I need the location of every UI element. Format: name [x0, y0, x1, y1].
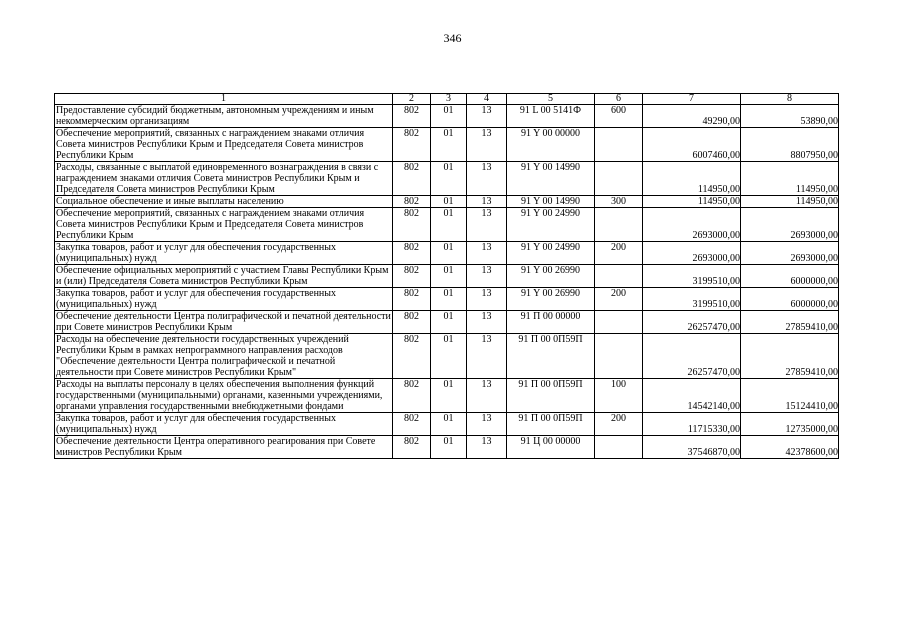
target-article-cell: 91 L 00 5141Ф [507, 105, 595, 128]
expense-name-cell: Закупка товаров, работ и услуг для обеспечения государственных (муниципальных) нужд [55, 413, 393, 436]
ministry-code-cell: 802 [393, 334, 431, 379]
amount-cell: 14542140,00 [643, 379, 741, 413]
expense-type-cell [595, 162, 643, 196]
table-row [55, 162, 839, 196]
table-row [55, 105, 839, 128]
ministry-code-cell: 802 [393, 379, 431, 413]
ministry-code-cell: 802 [393, 265, 431, 288]
column-header: 8 [741, 94, 839, 105]
column-header: 5 [507, 94, 595, 105]
amount-cell: 2693000,00 [643, 242, 741, 265]
subsection-code-cell: 13 [467, 196, 507, 208]
amount-cell: 42378600,00 [741, 436, 839, 459]
table-row [55, 334, 839, 379]
expense-name-cell: Обеспечение мероприятий, связанных с награждением знаками отличия Совета министров Республики Крым и Председателя Совета министров Республики Крым [55, 208, 393, 242]
amount-cell: 12735000,00 [741, 413, 839, 436]
target-article-cell: 91 Y 00 24990 [507, 242, 595, 265]
target-article-cell: 91 Y 00 14990 [507, 162, 595, 196]
section-code-cell: 01 [431, 379, 467, 413]
amount-cell: 27859410,00 [741, 311, 839, 334]
section-code-cell: 01 [431, 162, 467, 196]
table-row [55, 436, 839, 459]
amount-cell: 2693000,00 [643, 208, 741, 242]
table-row [55, 288, 839, 311]
section-code-cell: 01 [431, 196, 467, 208]
amount-cell: 37546870,00 [643, 436, 741, 459]
ministry-code-cell: 802 [393, 288, 431, 311]
amount-cell: 8807950,00 [741, 128, 839, 162]
amount-cell: 6007460,00 [643, 128, 741, 162]
table-header-row [55, 94, 839, 105]
ministry-code-cell: 802 [393, 413, 431, 436]
subsection-code-cell: 13 [467, 128, 507, 162]
ministry-code-cell: 802 [393, 128, 431, 162]
amount-cell: 114950,00 [643, 196, 741, 208]
amount-cell: 6000000,00 [741, 265, 839, 288]
table-row [55, 242, 839, 265]
column-header: 7 [643, 94, 741, 105]
subsection-code-cell: 13 [467, 413, 507, 436]
ministry-code-cell: 802 [393, 208, 431, 242]
table-row [55, 196, 839, 208]
amount-cell: 11715330,00 [643, 413, 741, 436]
target-article-cell: 91 П 00 0П59П [507, 334, 595, 379]
section-code-cell: 01 [431, 105, 467, 128]
table-row [55, 265, 839, 288]
column-header: 1 [55, 94, 393, 105]
expense-type-cell [595, 436, 643, 459]
expense-name-cell: Расходы, связанные с выплатой единовременного вознаграждения в связи с награждением знаками отличия Совета министров Республики Крым и Председателя Совета министров Республики Крым [55, 162, 393, 196]
amount-cell: 53890,00 [741, 105, 839, 128]
section-code-cell: 01 [431, 436, 467, 459]
table-row [55, 413, 839, 436]
expense-name-cell: Закупка товаров, работ и услуг для обеспечения государственных (муниципальных) нужд [55, 242, 393, 265]
subsection-code-cell: 13 [467, 379, 507, 413]
expense-name-cell: Закупка товаров, работ и услуг для обеспечения государственных (муниципальных) нужд [55, 288, 393, 311]
table-row [55, 311, 839, 334]
target-article-cell: 91 Y 00 24990 [507, 208, 595, 242]
section-code-cell: 01 [431, 334, 467, 379]
expense-type-cell: 200 [595, 288, 643, 311]
subsection-code-cell: 13 [467, 265, 507, 288]
amount-cell: 114950,00 [643, 162, 741, 196]
expense-type-cell: 200 [595, 242, 643, 265]
target-article-cell: 91 Y 00 00000 [507, 128, 595, 162]
expense-type-cell [595, 128, 643, 162]
subsection-code-cell: 13 [467, 105, 507, 128]
expense-name-cell: Обеспечение деятельности Центра оперативного реагирования при Совете министров Республики Крым [55, 436, 393, 459]
ministry-code-cell: 802 [393, 162, 431, 196]
amount-cell: 15124410,00 [741, 379, 839, 413]
target-article-cell: 91 П 00 0П59П [507, 379, 595, 413]
target-article-cell: 91 Y 00 26990 [507, 265, 595, 288]
amount-cell: 3199510,00 [643, 288, 741, 311]
section-code-cell: 01 [431, 242, 467, 265]
column-header: 4 [467, 94, 507, 105]
section-code-cell: 01 [431, 413, 467, 436]
expense-type-cell [595, 265, 643, 288]
amount-cell: 114950,00 [741, 196, 839, 208]
expense-type-cell: 100 [595, 379, 643, 413]
expense-name-cell: Предоставление субсидий бюджетным, автономным учреждениям и иным некоммерческим организациям [55, 105, 393, 128]
ministry-code-cell: 802 [393, 242, 431, 265]
table-row [55, 128, 839, 162]
section-code-cell: 01 [431, 128, 467, 162]
subsection-code-cell: 13 [467, 334, 507, 379]
section-code-cell: 01 [431, 311, 467, 334]
amount-cell: 27859410,00 [741, 334, 839, 379]
amount-cell: 6000000,00 [741, 288, 839, 311]
expense-type-cell [595, 311, 643, 334]
amount-cell: 3199510,00 [643, 265, 741, 288]
table-row [55, 208, 839, 242]
column-header: 2 [393, 94, 431, 105]
expense-type-cell [595, 334, 643, 379]
table-row [55, 379, 839, 413]
expense-type-cell [595, 208, 643, 242]
budget-table [54, 93, 839, 459]
ministry-code-cell: 802 [393, 196, 431, 208]
target-article-cell: 91 П 00 0П59П [507, 413, 595, 436]
expense-name-cell: Социальное обеспечение и иные выплаты населению [55, 196, 393, 208]
subsection-code-cell: 13 [467, 436, 507, 459]
amount-cell: 26257470,00 [643, 334, 741, 379]
column-header: 3 [431, 94, 467, 105]
expense-type-cell: 200 [595, 413, 643, 436]
amount-cell: 26257470,00 [643, 311, 741, 334]
section-code-cell: 01 [431, 288, 467, 311]
amount-cell: 2693000,00 [741, 242, 839, 265]
ministry-code-cell: 802 [393, 436, 431, 459]
target-article-cell: 91 Y 00 26990 [507, 288, 595, 311]
ministry-code-cell: 802 [393, 105, 431, 128]
section-code-cell: 01 [431, 265, 467, 288]
expense-type-cell: 300 [595, 196, 643, 208]
expense-name-cell: Обеспечение деятельности Центра полиграфической и печатной деятельности при Совете министров Республики Крым [56, 311, 391, 333]
expense-name-cell: Расходы на выплаты персоналу в целях обеспечения выполнения функций государственными (муниципальными) органами, казенными учреждениями, органами управления государственными внебюджетными фондами [55, 379, 393, 413]
amount-cell: 114950,00 [741, 162, 839, 196]
page-number: 346 [443, 31, 462, 45]
amount-cell: 2693000,00 [741, 208, 839, 242]
subsection-code-cell: 13 [467, 242, 507, 265]
target-article-cell: 91 П 00 00000 [507, 311, 595, 334]
expense-name-cell: Обеспечение официальных мероприятий с участием Главы Республики Крым и (или) Председателя Совета министров Республики Крым [55, 265, 393, 288]
expense-type-cell: 600 [595, 105, 643, 128]
ministry-code-cell: 802 [393, 311, 431, 334]
target-article-cell: 91 Y 00 14990 [507, 196, 595, 208]
amount-cell: 49290,00 [643, 105, 741, 128]
subsection-code-cell: 13 [467, 288, 507, 311]
subsection-code-cell: 13 [467, 311, 507, 334]
section-code-cell: 01 [431, 208, 467, 242]
subsection-code-cell: 13 [467, 208, 507, 242]
column-header: 6 [595, 94, 643, 105]
subsection-code-cell: 13 [467, 162, 507, 196]
target-article-cell: 91 Ц 00 00000 [507, 436, 595, 459]
expense-name-cell: Обеспечение мероприятий, связанных с награждением знаками отличия Совета министров Республики Крым и Председателя Совета министров Республики Крым [55, 128, 393, 162]
expense-name-cell: Расходы на обеспечение деятельности государственных учреждений Республики Крым в рамках непрограммного направления расходов "Обеспечение деятельности Центра полиграфической и печатной деятельности при Совете министров Республики Крым" [55, 334, 393, 379]
